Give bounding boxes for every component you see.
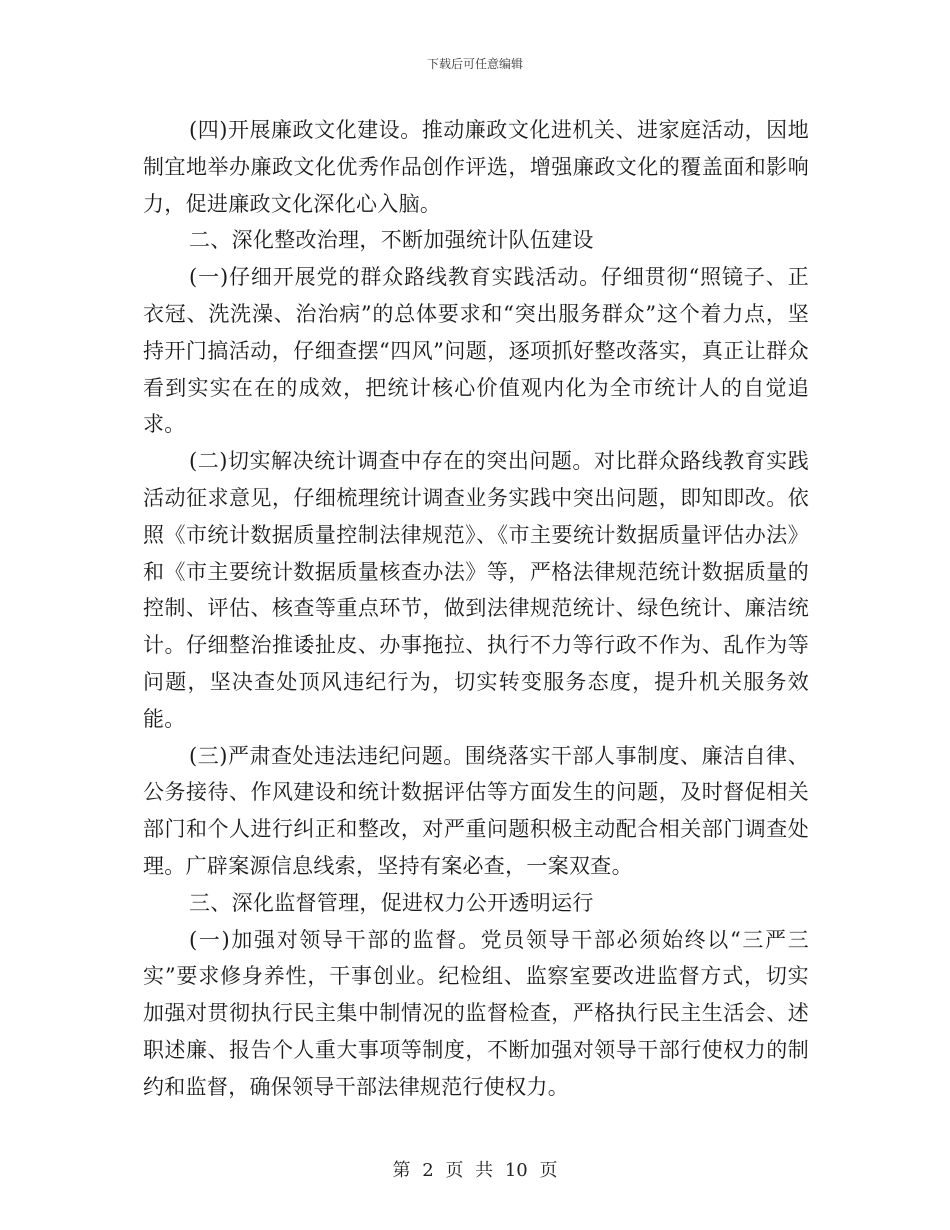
paragraph-resolve-problems: (二)切实解决统计调查中存在的突出问题。对比群众路线教育实践活动征求意见，仔细梳理统计调查业务实践中突出问题，即知即改。依照《市统计数据质量控制法律规范》、《市主要统计数据质量评估办法》和《市主要统计数据质量核查办法》等，严格法律规范统计数据质量的控制、评估、核查等重点环节，做到法律规范统计、绿色统计、廉洁统计。仔细整治推诿扯皮、办事拖拉、执行不力等行政不作为、乱作为等问题，坚决查处顶风违纪行为，切实转变服务态度，提升机关服务效能。: [143, 449, 809, 731]
paragraph-investigate-violations: (三)严肃查处违法违纪问题。围绕落实干部人事制度、廉洁自律、公务接待、作风建设和统计数据评估等方面发生的问题，及时督促相关部门和个人进行纠正和整改，对严重问题积极主动配合相关部门调查处理。广辟案源信息线索，坚持有案必查，一案双查。: [143, 743, 809, 878]
document-body: [143, 112, 809, 1106]
page-number-footer: 第 2 页 共 10 页: [392, 1160, 558, 1181]
page-header-note: 下载后可任意编辑: [426, 57, 523, 71]
paragraph-leader-supervision: (一)加强对领导干部的监督。党员领导干部必须始终以“三严三实”要求修身养性，干事创业。纪检组、监察室要改进监督方式，切实加强对贯彻执行民主集中制情况的监督检查，严格执行民主生活会、述职述廉、报告个人重大事项等制度，不断加强对领导干部行使权力的制约和监督，确保领导干部法律规范行使权力。: [143, 927, 809, 1099]
section-heading-3: 三、深化监督管理，促进权力公开透明运行: [189, 890, 594, 915]
section-heading-2: 二、深化整改治理，不断加强统计队伍建设: [189, 228, 594, 253]
paragraph-mass-line-education: (一)仔细开展党的群众路线教育实践活动。仔细贯彻“照镜子、正衣冠、洗洗澡、治治病”的总体要求和“突出服务群众”这个着力点，坚持开门搞活动，仔细查摆“四风”问题，逐项抓好整改落实，真正让群众看到实实在在的成效，把统计核心价值观内化为全市统计人的自觉追求。: [143, 265, 809, 437]
paragraph-culture-construction: (四)开展廉政文化建设。推动廉政文化进机关、进家庭活动，因地制宜地举办廉政文化优秀作品创作评选，增强廉政文化的覆盖面和影响力，促进廉政文化深化心入脑。: [143, 118, 809, 216]
